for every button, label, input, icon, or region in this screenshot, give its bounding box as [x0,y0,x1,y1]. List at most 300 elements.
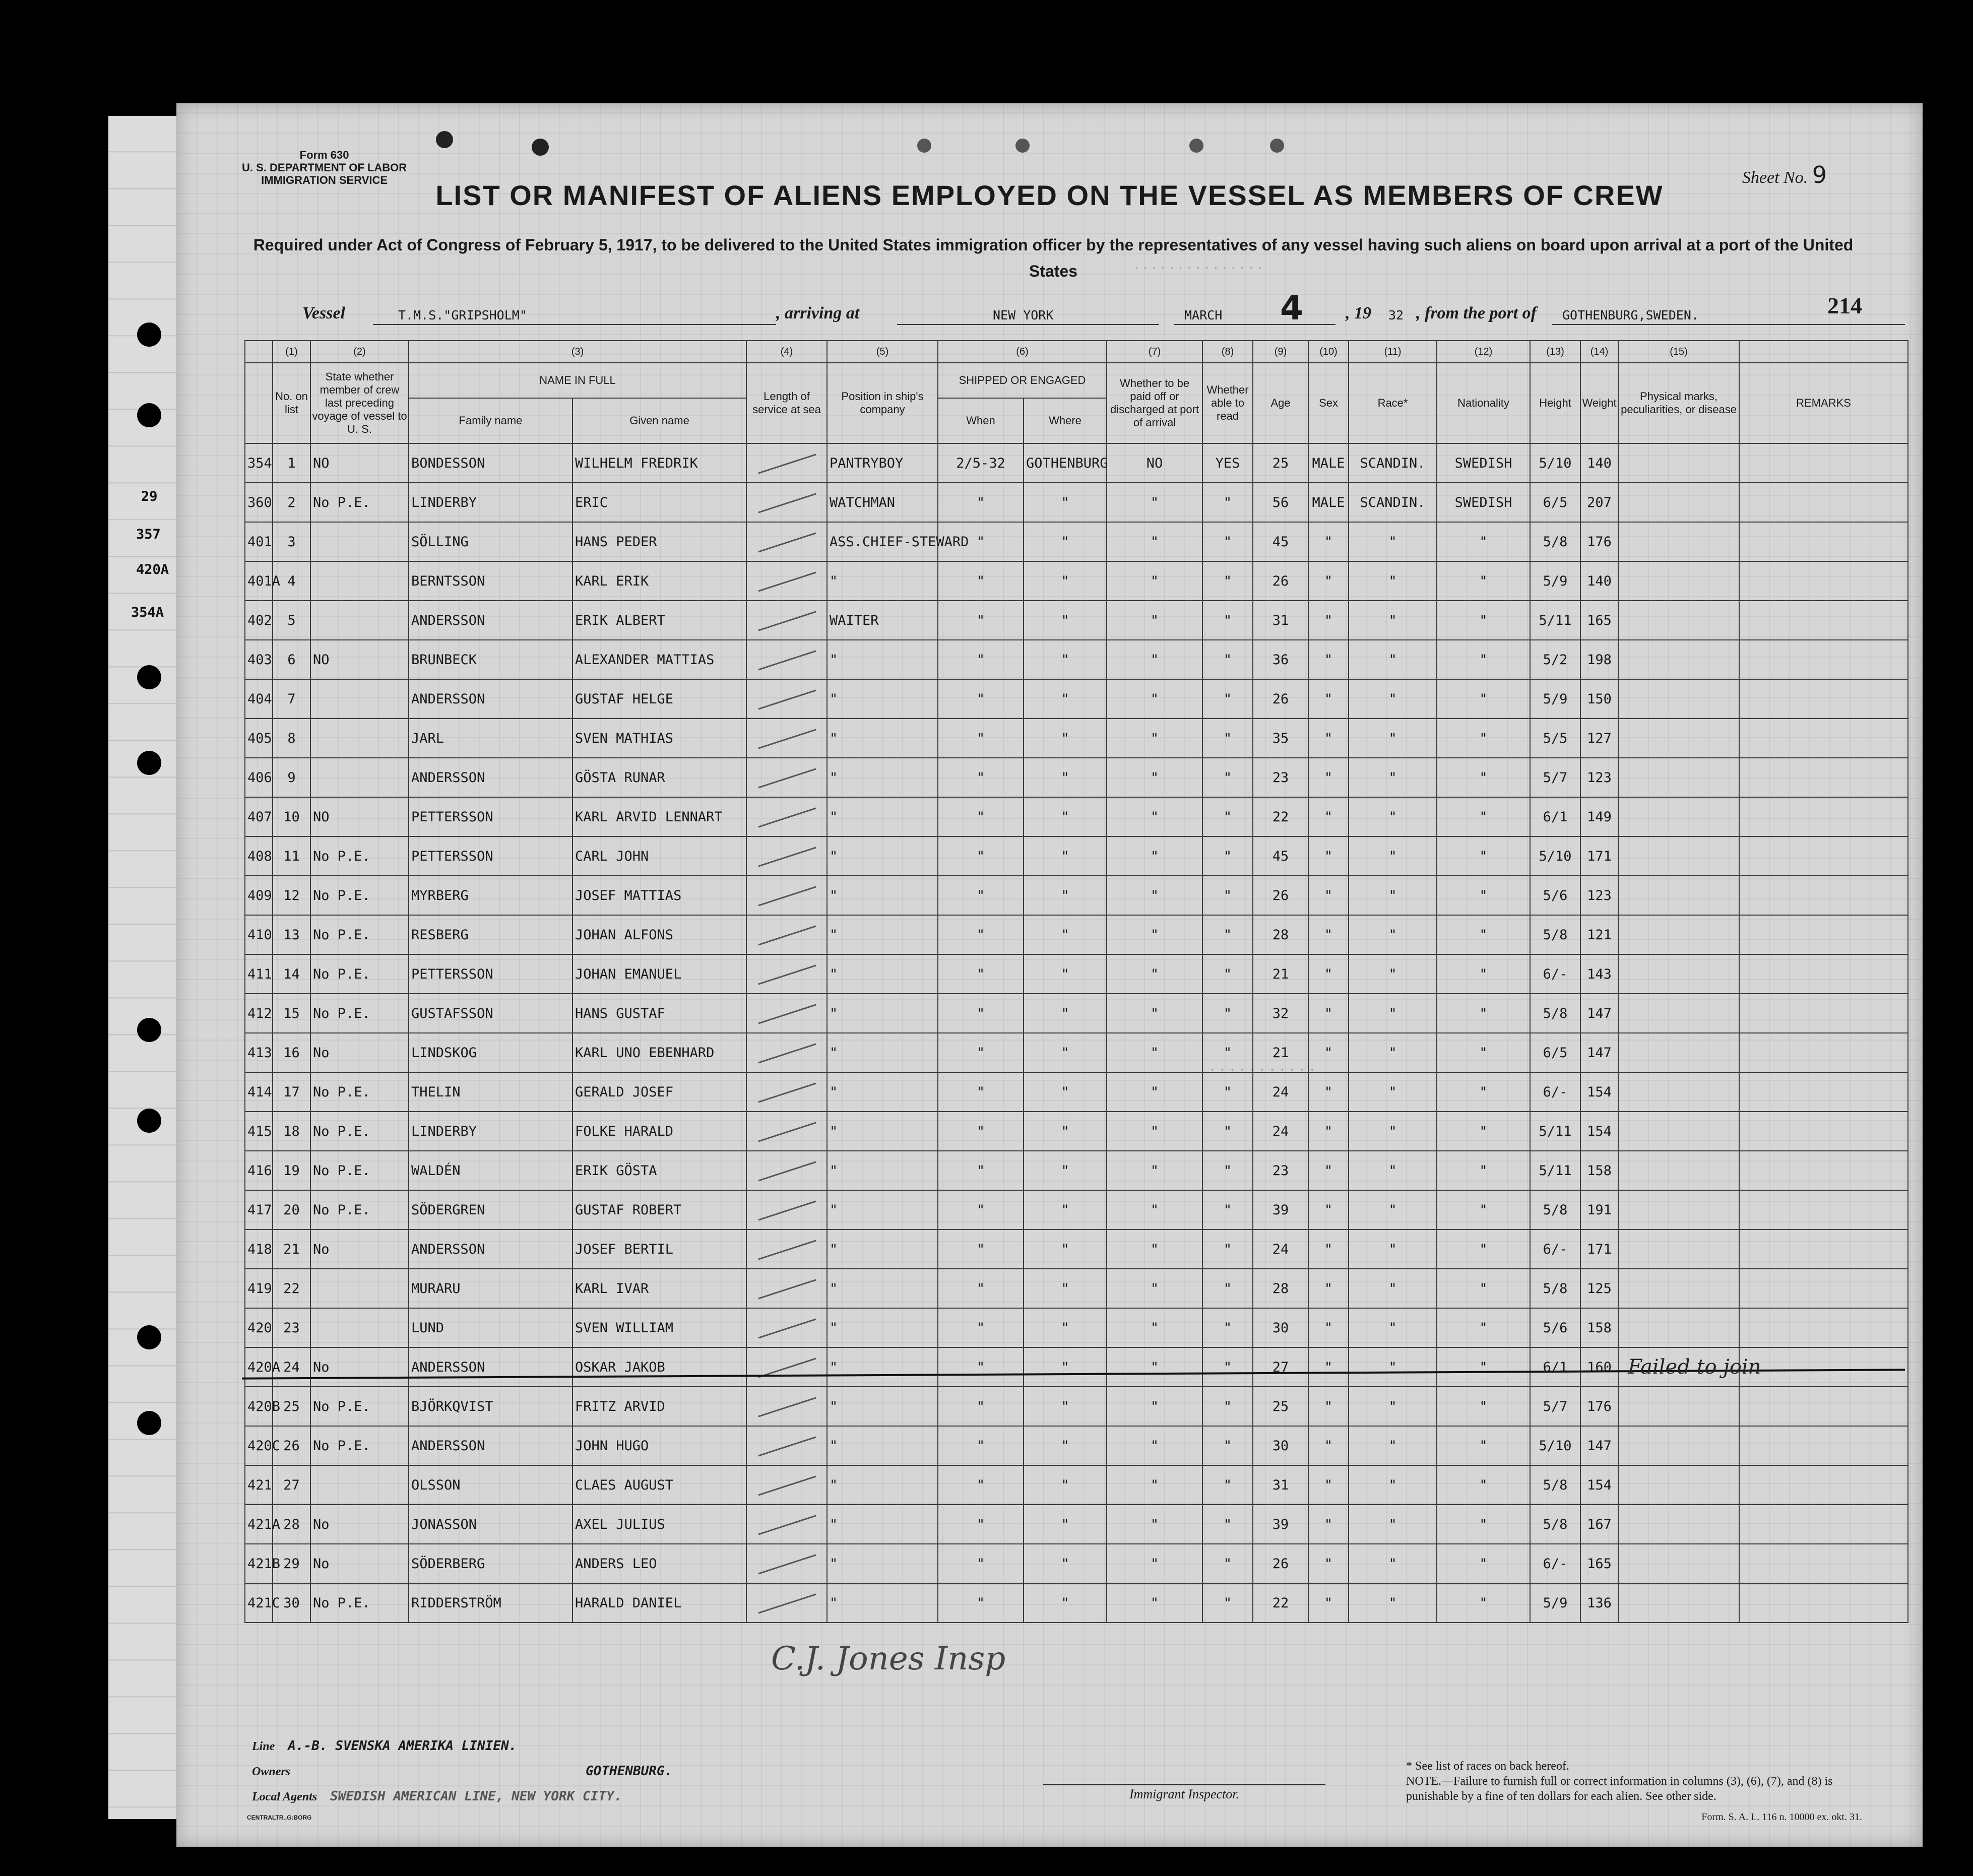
row-paid-off: " [1107,836,1202,876]
row-number: 28 [273,1505,310,1544]
footer-line: Line A.-B. SVENSKA AMERIKA LINIEN. [252,1738,517,1754]
row-physical-marks [1618,876,1739,915]
table-row [245,1308,1908,1347]
footer-agents: Local Agents SWEDISH AMERICAN LINE, NEW YORK CITY. [252,1789,622,1804]
row-sex: " [1308,522,1349,561]
row-weight: 125 [1580,1269,1618,1308]
row-physical-marks [1618,915,1739,954]
row-given-name: HANS PEDER [572,522,746,561]
row-physical-marks [1618,443,1739,483]
row-given-name: SVEN WILLIAM [572,1308,746,1347]
row-physical-marks [1618,1308,1739,1347]
row-prev-voyage: No P.E. [310,1583,409,1623]
row-given-name: HARALD DANIEL [572,1583,746,1623]
row-height: 6/5 [1530,1033,1580,1072]
row-weight: 140 [1580,561,1618,601]
row-where: " [1024,1190,1107,1230]
row-service [746,1544,827,1583]
row-family-name: SÖDERBERG [409,1544,572,1583]
row-service [746,915,827,954]
row-family-name: SÖLLING [409,522,572,561]
col-header-sex: Sex [1308,363,1349,443]
row-height: 6/1 [1530,797,1580,836]
row-remarks [1739,561,1908,601]
row-remarks [1739,483,1908,522]
row-paid-off: " [1107,758,1202,797]
col-header-weight: Weight [1580,363,1618,443]
margin-note: 29 [141,489,158,504]
row-ref: 408 [245,836,273,876]
row-paid-off: " [1107,876,1202,915]
row-paid-off: " [1107,1387,1202,1426]
table-row [245,1465,1908,1505]
col-header-race: Race* [1349,363,1437,443]
row-race: " [1349,836,1437,876]
row-weight: 147 [1580,994,1618,1033]
row-where: " [1024,1072,1107,1112]
row-age: 32 [1253,994,1308,1033]
row-given-name: FOLKE HARALD [572,1112,746,1151]
row-family-name: OLSSON [409,1465,572,1505]
row-sex: " [1308,679,1349,719]
row-weight: 154 [1580,1465,1618,1505]
row-given-name: JOHN HUGO [572,1426,746,1465]
col-num: (3) [409,341,746,363]
row-read: " [1202,836,1253,876]
row-weight: 136 [1580,1583,1618,1623]
row-number: 10 [273,797,310,836]
row-read: " [1202,1033,1253,1072]
row-when: " [938,1465,1024,1505]
row-physical-marks [1618,1072,1739,1112]
row-paid-off: " [1107,1308,1202,1347]
row-ref: 418 [245,1230,273,1269]
row-remarks [1739,1544,1908,1583]
row-service [746,1426,827,1465]
col-header-given-name: Given name [572,398,746,443]
row-weight: 121 [1580,915,1618,954]
row-ref: 360 [245,483,273,522]
row-age: 31 [1253,601,1308,640]
col-num: (13) [1530,341,1580,363]
row-given-name: ALEXANDER MATTIAS [572,640,746,679]
row-when: " [938,679,1024,719]
row-paid-off: " [1107,1230,1202,1269]
row-family-name: BONDESSON [409,443,572,483]
row-number: 19 [273,1151,310,1190]
row-read: " [1202,1308,1253,1347]
row-race: SCANDIN. [1349,443,1437,483]
row-number: 6 [273,640,310,679]
row-prev-voyage: No P.E. [310,483,409,522]
row-number: 5 [273,601,310,640]
row-where: " [1024,1151,1107,1190]
row-ref: 403 [245,640,273,679]
row-age: 45 [1253,522,1308,561]
row-number: 25 [273,1387,310,1426]
col-header-prev-voyage: State whether member of crew last preceding voyage of vessel to U. S. [310,363,409,443]
row-nationality: " [1437,1151,1530,1190]
row-height: 5/5 [1530,719,1580,758]
row-position: " [827,719,938,758]
row-race: " [1349,1544,1437,1583]
row-race: SCANDIN. [1349,483,1437,522]
row-given-name: KARL ARVID LENNART [572,797,746,836]
row-race: " [1349,1505,1437,1544]
arriving-label: , arriving at [776,304,860,322]
punch-hole [1189,139,1203,153]
row-number: 29 [273,1544,310,1583]
row-service [746,836,827,876]
row-service [746,797,827,836]
row-ref: 405 [245,719,273,758]
row-remarks [1739,1465,1908,1505]
row-when: " [938,1112,1024,1151]
row-ref: 421C [245,1583,273,1623]
row-height: 5/7 [1530,758,1580,797]
row-physical-marks [1618,1190,1739,1230]
row-where: " [1024,1426,1107,1465]
row-position: PANTRYBOY [827,443,938,483]
row-given-name: GUSTAF ROBERT [572,1190,746,1230]
row-family-name: LINDERBY [409,483,572,522]
row-height: 5/6 [1530,1308,1580,1347]
row-read: " [1202,561,1253,601]
table-row [245,1033,1908,1072]
row-weight: 143 [1580,954,1618,994]
col-header-nationality: Nationality [1437,363,1530,443]
row-nationality: " [1437,1269,1530,1308]
row-read: " [1202,1190,1253,1230]
row-age: 30 [1253,1308,1308,1347]
row-service [746,954,827,994]
row-prev-voyage: No P.E. [310,1112,409,1151]
row-family-name: LINDERBY [409,1112,572,1151]
row-position: " [827,994,938,1033]
row-age: 22 [1253,1583,1308,1623]
row-given-name: KARL ERIK [572,561,746,601]
row-paid-off: " [1107,679,1202,719]
punch-hole [917,139,931,153]
row-position: " [827,679,938,719]
row-when: " [938,640,1024,679]
row-service [746,1308,827,1347]
row-sex: " [1308,954,1349,994]
row-sex: " [1308,1426,1349,1465]
row-when: " [938,1033,1024,1072]
table-row [245,797,1908,836]
row-given-name: GÖSTA RUNAR [572,758,746,797]
row-remarks [1739,1308,1908,1347]
row-where: " [1024,1269,1107,1308]
row-weight: 207 [1580,483,1618,522]
margin-note: 354A [131,605,164,620]
row-when: " [938,1230,1024,1269]
footer-note: * See list of races on back hereof. NOTE.—Failure to furnish full or correct information in columns (3), (6), (7), and (8) is punishable by a fine of ten dollars for each alien. See other side. [1406,1760,1833,1803]
row-position: " [827,1583,938,1623]
row-when: " [938,836,1024,876]
row-height: 6/- [1530,954,1580,994]
row-family-name: WALDÉN [409,1151,572,1190]
row-age: 27 [1253,1347,1308,1387]
row-weight: 167 [1580,1505,1618,1544]
table-row [245,1190,1908,1230]
row-family-name: JARL [409,719,572,758]
row-paid-off: " [1107,483,1202,522]
row-remarks [1739,797,1908,836]
row-nationality: " [1437,758,1530,797]
row-race: " [1349,719,1437,758]
row-prev-voyage [310,561,409,601]
row-position: " [827,561,938,601]
table-row [245,758,1908,797]
sheet-number: Sheet No. 9 [1742,161,1827,188]
arrival-day: 4 [1280,289,1303,328]
row-remarks [1739,1347,1908,1387]
row-sex: " [1308,1230,1349,1269]
row-remarks [1739,443,1908,483]
col-header-physical-marks: Physical marks, peculiarities, or disease [1618,363,1739,443]
row-position: WAITER [827,601,938,640]
row-physical-marks [1618,1583,1739,1623]
manifest-page [131,103,1923,1847]
row-ref: 419 [245,1269,273,1308]
row-age: 24 [1253,1230,1308,1269]
row-nationality: " [1437,1465,1530,1505]
row-prev-voyage: No P.E. [310,954,409,994]
row-given-name: KARL UNO EBENHARD [572,1033,746,1072]
row-ref: 411 [245,954,273,994]
row-ref: 421B [245,1544,273,1583]
binder-hole [137,1325,161,1349]
row-age: 56 [1253,483,1308,522]
row-given-name: AXEL JULIUS [572,1505,746,1544]
row-prev-voyage [310,1465,409,1505]
row-nationality: " [1437,954,1530,994]
row-remarks [1739,522,1908,561]
row-number: 17 [273,1072,310,1112]
row-read: " [1202,1347,1253,1387]
row-family-name: MYRBERG [409,876,572,915]
row-number: 1 [273,443,310,483]
row-nationality: " [1437,915,1530,954]
bleed-through: · · · · · · · · · · · · · · · [1134,260,1262,276]
margin-note: 357 [136,527,161,542]
row-weight: 140 [1580,443,1618,483]
row-nationality: " [1437,522,1530,561]
row-family-name: THELIN [409,1072,572,1112]
row-height: 5/8 [1530,1505,1580,1544]
row-given-name: SVEN MATHIAS [572,719,746,758]
row-paid-off: " [1107,1544,1202,1583]
row-height: 6/1 [1530,1347,1580,1387]
row-position: WATCHMAN [827,483,938,522]
binder-hole [137,1018,161,1042]
row-remarks [1739,1072,1908,1112]
row-where: " [1024,679,1107,719]
row-race: " [1349,1033,1437,1072]
row-ref: 406 [245,758,273,797]
row-when: " [938,994,1024,1033]
row-where: " [1024,719,1107,758]
row-height: 5/10 [1530,443,1580,483]
row-weight: 123 [1580,758,1618,797]
row-paid-off: " [1107,1426,1202,1465]
row-number: 7 [273,679,310,719]
row-nationality: " [1437,1190,1530,1230]
row-ref: 410 [245,915,273,954]
row-service [746,601,827,640]
col-header-service: Length of service at sea [746,363,827,443]
row-family-name: PETTERSSON [409,836,572,876]
row-race: " [1349,954,1437,994]
row-given-name: JOHAN EMANUEL [572,954,746,994]
row-ref: 420A [245,1347,273,1387]
row-sex: " [1308,640,1349,679]
row-number: 15 [273,994,310,1033]
row-family-name: BJÖRKQVIST [409,1387,572,1426]
row-race: " [1349,1583,1437,1623]
row-position: " [827,1387,938,1426]
row-race: " [1349,640,1437,679]
table-row [245,1387,1908,1426]
form-identifier: Form 630 U. S. DEPARTMENT OF LABOR IMMIGRATION SERVICE [242,149,407,186]
row-weight: 158 [1580,1151,1618,1190]
row-sex: " [1308,561,1349,601]
col-ref [245,363,273,443]
row-weight: 127 [1580,719,1618,758]
row-race: " [1349,1190,1437,1230]
row-age: 28 [1253,915,1308,954]
row-paid-off: " [1107,561,1202,601]
row-race: " [1349,1230,1437,1269]
row-race: " [1349,679,1437,719]
punch-hole [532,139,549,156]
row-nationality: " [1437,679,1530,719]
row-when: " [938,483,1024,522]
row-sex: " [1308,1583,1349,1623]
row-number: 21 [273,1230,310,1269]
row-nationality: " [1437,1308,1530,1347]
row-ref: 401A [245,561,273,601]
row-physical-marks [1618,797,1739,836]
row-sex: " [1308,1465,1349,1505]
row-nationality: " [1437,1347,1530,1387]
row-service [746,758,827,797]
row-prev-voyage: No [310,1505,409,1544]
col-num: (2) [310,341,409,363]
table-row [245,443,1908,483]
row-given-name: GERALD JOSEF [572,1072,746,1112]
row-service [746,876,827,915]
row-ref: 420 [245,1308,273,1347]
table-row [245,915,1908,954]
row-ref: 420B [245,1387,273,1426]
inspector-signature: C.J. Jones Insp [771,1640,1006,1677]
row-when: " [938,601,1024,640]
table-row [245,876,1908,915]
row-paid-off: " [1107,1072,1202,1112]
row-number: 27 [273,1465,310,1505]
row-age: 26 [1253,1544,1308,1583]
row-position: ASS.CHIEF-STEWARD [827,522,938,561]
row-position: " [827,1151,938,1190]
row-prev-voyage [310,758,409,797]
row-sex: MALE [1308,443,1349,483]
row-when: " [938,1308,1024,1347]
row-when: " [938,797,1024,836]
row-age: 30 [1253,1426,1308,1465]
row-service [746,994,827,1033]
row-where: " [1024,994,1107,1033]
margin-note: 420A [136,562,169,577]
row-paid-off: " [1107,797,1202,836]
row-service [746,679,827,719]
row-physical-marks [1618,601,1739,640]
row-position: " [827,1190,938,1230]
row-race: " [1349,601,1437,640]
row-physical-marks [1618,994,1739,1033]
row-sex: " [1308,876,1349,915]
row-remarks [1739,1112,1908,1151]
row-where: " [1024,601,1107,640]
year-label: , 19 [1346,304,1371,322]
table-row [245,719,1908,758]
row-height: 6/- [1530,1230,1580,1269]
row-when: " [938,1505,1024,1544]
row-remarks [1739,1269,1908,1308]
row-position: " [827,1347,938,1387]
row-physical-marks [1618,1465,1739,1505]
row-where: " [1024,1583,1107,1623]
col-num: (8) [1202,341,1253,363]
row-ref: 407 [245,797,273,836]
col-header-family-name: Family name [409,398,572,443]
row-remarks [1739,758,1908,797]
row-sex: " [1308,1308,1349,1347]
row-paid-off: " [1107,1347,1202,1387]
row-sex: " [1308,1151,1349,1190]
row-ref: 421A [245,1505,273,1544]
row-read: " [1202,522,1253,561]
row-height: 5/11 [1530,1151,1580,1190]
row-read: " [1202,1544,1253,1583]
table-row [245,836,1908,876]
row-position: " [827,1072,938,1112]
row-where: " [1024,561,1107,601]
row-race: " [1349,1112,1437,1151]
row-prev-voyage: NO [310,797,409,836]
row-remarks [1739,1033,1908,1072]
col-header-position: Position in ship's company [827,363,938,443]
row-family-name: SÖDERGREN [409,1190,572,1230]
binder-hole [137,1411,161,1435]
row-ref: 354 [245,443,273,483]
row-height: 6/- [1530,1072,1580,1112]
row-height: 5/8 [1530,915,1580,954]
row-ref: 417 [245,1190,273,1230]
row-age: 26 [1253,561,1308,601]
row-where: " [1024,1465,1107,1505]
row-prev-voyage: NO [310,640,409,679]
row-number: 23 [273,1308,310,1347]
row-height: 5/7 [1530,1387,1580,1426]
row-when: " [938,915,1024,954]
row-prev-voyage: No P.E. [310,1387,409,1426]
row-family-name: ANDERSSON [409,758,572,797]
row-sex: " [1308,1072,1349,1112]
table-row [245,1230,1908,1269]
